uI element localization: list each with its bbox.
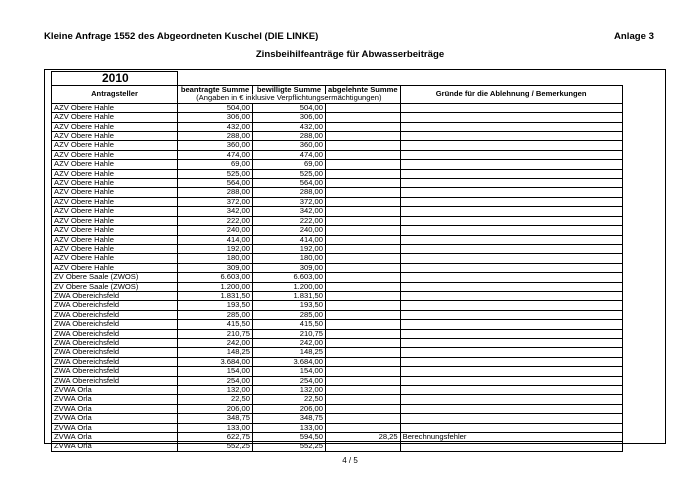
table-row	[52, 132, 623, 141]
cell-applicant: ZWA Obereichsfeld	[52, 338, 178, 347]
cell-reason	[400, 404, 622, 413]
cell-reason	[400, 160, 622, 169]
cell-applicant: ZWA Obereichsfeld	[52, 348, 178, 357]
table-row	[52, 310, 623, 319]
cell-requested-amount: 432,00	[178, 122, 253, 131]
cell-requested-amount: 348,75	[178, 414, 253, 423]
cell-reason	[400, 179, 622, 188]
table-row	[52, 395, 623, 404]
cell-rejected-amount	[326, 386, 401, 395]
cell-approved-amount: 69,00	[253, 160, 326, 169]
cell-approved-amount: 132,00	[253, 386, 326, 395]
cell-applicant: AZV Obere Hahle	[52, 197, 178, 206]
cell-reason	[400, 310, 622, 319]
table-row	[52, 376, 623, 385]
cell-requested-amount: 414,00	[178, 235, 253, 244]
cell-approved-amount: 564,00	[253, 179, 326, 188]
cell-rejected-amount	[326, 188, 401, 197]
cell-requested-amount: 309,00	[178, 263, 253, 272]
cell-applicant: ZWA Obereichsfeld	[52, 291, 178, 300]
cell-rejected-amount	[326, 160, 401, 169]
cell-rejected-amount	[326, 226, 401, 235]
data-table	[51, 71, 623, 452]
table-row	[52, 244, 623, 253]
cell-approved-amount: 192,00	[253, 244, 326, 253]
cell-approved-amount: 240,00	[253, 226, 326, 235]
table-row	[52, 141, 623, 150]
table-row	[52, 367, 623, 376]
cell-applicant: ZWA Obereichsfeld	[52, 320, 178, 329]
cell-approved-amount: 306,00	[253, 113, 326, 122]
cell-applicant: AZV Obere Hahle	[52, 226, 178, 235]
page-number: 4 / 5	[342, 456, 358, 465]
cell-reason	[400, 367, 622, 376]
table-row	[52, 282, 623, 291]
cell-applicant: ZWA Obereichsfeld	[52, 301, 178, 310]
cell-approved-amount: 6.603,00	[253, 273, 326, 282]
cell-approved-amount: 594,50	[253, 433, 326, 442]
cell-reason	[400, 386, 622, 395]
cell-approved-amount: 1.831,50	[253, 291, 326, 300]
cell-requested-amount: 564,00	[178, 179, 253, 188]
cell-requested-amount: 504,00	[178, 103, 253, 112]
cell-reason	[400, 263, 622, 272]
table-row	[52, 414, 623, 423]
cell-requested-amount: 306,00	[178, 113, 253, 122]
cell-applicant: ZWA Obereichsfeld	[52, 357, 178, 366]
table-row	[52, 273, 623, 282]
cell-applicant: AZV Obere Hahle	[52, 207, 178, 216]
cell-applicant: ZVWA Orla	[52, 386, 178, 395]
cell-applicant: ZVWA Orla	[52, 395, 178, 404]
column-header-reasons: Gründe für die Ablehnung / Bemerkungen	[400, 86, 622, 104]
cell-approved-amount: 288,00	[253, 188, 326, 197]
cell-approved-amount: 285,00	[253, 310, 326, 319]
cell-reason	[400, 423, 622, 432]
table-row	[52, 160, 623, 169]
cell-rejected-amount: 28,25	[326, 433, 401, 442]
table-row	[52, 103, 623, 112]
cell-applicant: AZV Obere Hahle	[52, 169, 178, 178]
cell-requested-amount: 254,00	[178, 376, 253, 385]
cell-applicant: ZVWA Orla	[52, 442, 178, 451]
cell-rejected-amount	[326, 338, 401, 347]
cell-approved-amount: 3.684,00	[253, 357, 326, 366]
cell-reason	[400, 141, 622, 150]
year-heading: 2010	[52, 72, 178, 86]
cell-requested-amount: 222,00	[178, 216, 253, 225]
column-header-rejected: abgelehnte Summe	[326, 86, 401, 95]
table-row	[52, 150, 623, 159]
table-row	[52, 320, 623, 329]
cell-rejected-amount	[326, 113, 401, 122]
cell-applicant: ZVWA Orla	[52, 433, 178, 442]
cell-rejected-amount	[326, 376, 401, 385]
cell-requested-amount: 154,00	[178, 367, 253, 376]
cell-reason	[400, 291, 622, 300]
table-row	[52, 263, 623, 272]
table-row	[52, 442, 623, 451]
cell-reason	[400, 338, 622, 347]
cell-applicant: ZVWA Orla	[52, 423, 178, 432]
page-title: Zinsbeihilfeanträge für Abwasserbeiträge	[255, 49, 445, 60]
cell-rejected-amount	[326, 179, 401, 188]
cell-approved-amount: 432,00	[253, 122, 326, 131]
table-row	[52, 254, 623, 263]
cell-rejected-amount	[326, 254, 401, 263]
table-row	[52, 235, 623, 244]
table-row	[52, 301, 623, 310]
cell-requested-amount: 206,00	[178, 404, 253, 413]
table-row	[52, 122, 623, 131]
cell-rejected-amount	[326, 367, 401, 376]
cell-rejected-amount	[326, 395, 401, 404]
cell-applicant: AZV Obere Hahle	[52, 179, 178, 188]
cell-rejected-amount	[326, 357, 401, 366]
cell-applicant: AZV Obere Hahle	[52, 244, 178, 253]
cell-approved-amount: 148,25	[253, 348, 326, 357]
cell-rejected-amount	[326, 423, 401, 432]
cell-approved-amount: 415,50	[253, 320, 326, 329]
cell-rejected-amount	[326, 414, 401, 423]
cell-reason	[400, 357, 622, 366]
cell-approved-amount: 210,75	[253, 329, 326, 338]
cell-applicant: AZV Obere Hahle	[52, 188, 178, 197]
column-header-approved: bewilligte Summe	[253, 86, 326, 95]
cell-reason	[400, 235, 622, 244]
cell-applicant: ZWA Obereichsfeld	[52, 367, 178, 376]
cell-applicant: ZWA Obereichsfeld	[52, 329, 178, 338]
cell-reason: Berechnungsfehler	[400, 433, 622, 442]
cell-requested-amount: 133,00	[178, 423, 253, 432]
cell-approved-amount: 552,25	[253, 442, 326, 451]
cell-reason	[400, 244, 622, 253]
cell-approved-amount: 1.200,00	[253, 282, 326, 291]
cell-requested-amount: 192,00	[178, 244, 253, 253]
cell-applicant: AZV Obere Hahle	[52, 254, 178, 263]
unit-note: (Angaben in € inklusive Verpflichtungsermächtigungen)	[178, 94, 401, 103]
table-row	[52, 113, 623, 122]
cell-requested-amount: 525,00	[178, 169, 253, 178]
cell-approved-amount: 154,00	[253, 367, 326, 376]
cell-reason	[400, 169, 622, 178]
cell-requested-amount: 148,25	[178, 348, 253, 357]
cell-requested-amount: 360,00	[178, 141, 253, 150]
cell-applicant: AZV Obere Hahle	[52, 216, 178, 225]
table-row	[52, 216, 623, 225]
cell-rejected-amount	[326, 348, 401, 357]
cell-reason	[400, 103, 622, 112]
cell-rejected-amount	[326, 320, 401, 329]
cell-approved-amount: 414,00	[253, 235, 326, 244]
cell-requested-amount: 474,00	[178, 150, 253, 159]
cell-requested-amount: 415,50	[178, 320, 253, 329]
cell-applicant: ZVWA Orla	[52, 414, 178, 423]
cell-reason	[400, 348, 622, 357]
cell-requested-amount: 22,50	[178, 395, 253, 404]
cell-rejected-amount	[326, 404, 401, 413]
cell-reason	[400, 301, 622, 310]
column-header-requested: beantragte Summe	[178, 86, 253, 95]
cell-requested-amount: 372,00	[178, 197, 253, 206]
cell-approved-amount: 193,50	[253, 301, 326, 310]
cell-applicant: AZV Obere Hahle	[52, 103, 178, 112]
cell-applicant: AZV Obere Hahle	[52, 132, 178, 141]
cell-approved-amount: 288,00	[253, 132, 326, 141]
cell-requested-amount: 240,00	[178, 226, 253, 235]
cell-approved-amount: 360,00	[253, 141, 326, 150]
cell-rejected-amount	[326, 301, 401, 310]
cell-rejected-amount	[326, 291, 401, 300]
cell-requested-amount: 288,00	[178, 188, 253, 197]
cell-approved-amount: 504,00	[253, 103, 326, 112]
cell-requested-amount: 552,25	[178, 442, 253, 451]
table-row	[52, 207, 623, 216]
cell-reason	[400, 207, 622, 216]
cell-rejected-amount	[326, 150, 401, 159]
table-row	[52, 386, 623, 395]
table-row	[52, 433, 623, 442]
cell-rejected-amount	[326, 216, 401, 225]
cell-approved-amount: 372,00	[253, 197, 326, 206]
table-row	[52, 348, 623, 357]
cell-requested-amount: 1.831,50	[178, 291, 253, 300]
table-row	[52, 179, 623, 188]
cell-rejected-amount	[326, 273, 401, 282]
cell-approved-amount: 348,75	[253, 414, 326, 423]
cell-applicant: AZV Obere Hahle	[52, 113, 178, 122]
cell-approved-amount: 133,00	[253, 423, 326, 432]
cell-reason	[400, 282, 622, 291]
cell-reason	[400, 414, 622, 423]
cell-reason	[400, 188, 622, 197]
cell-applicant: ZWA Obereichsfeld	[52, 310, 178, 319]
table-row	[52, 338, 623, 347]
cell-rejected-amount	[326, 310, 401, 319]
cell-applicant: ZV Obere Saale (ZWOS)	[52, 282, 178, 291]
cell-rejected-amount	[326, 122, 401, 131]
cell-reason	[400, 442, 622, 451]
cell-requested-amount: 6.603,00	[178, 273, 253, 282]
cell-requested-amount: 193,50	[178, 301, 253, 310]
cell-rejected-amount	[326, 207, 401, 216]
cell-reason	[400, 376, 622, 385]
cell-requested-amount: 1.200,00	[178, 282, 253, 291]
cell-approved-amount: 525,00	[253, 169, 326, 178]
cell-rejected-amount	[326, 132, 401, 141]
cell-reason	[400, 329, 622, 338]
table-row	[52, 329, 623, 338]
cell-rejected-amount	[326, 235, 401, 244]
table-row	[52, 291, 623, 300]
column-header-name: Antragsteller	[52, 86, 178, 104]
cell-reason	[400, 320, 622, 329]
cell-applicant: AZV Obere Hahle	[52, 160, 178, 169]
cell-rejected-amount	[326, 442, 401, 451]
attachment-label: Anlage 3	[614, 31, 654, 42]
cell-approved-amount: 474,00	[253, 150, 326, 159]
cell-requested-amount: 242,00	[178, 338, 253, 347]
cell-reason	[400, 132, 622, 141]
cell-applicant: AZV Obere Hahle	[52, 122, 178, 131]
cell-applicant: AZV Obere Hahle	[52, 150, 178, 159]
cell-reason	[400, 113, 622, 122]
cell-applicant: ZWA Obereichsfeld	[52, 376, 178, 385]
cell-applicant: ZV Obere Saale (ZWOS)	[52, 273, 178, 282]
cell-reason	[400, 273, 622, 282]
cell-requested-amount: 342,00	[178, 207, 253, 216]
cell-rejected-amount	[326, 103, 401, 112]
table-row	[52, 357, 623, 366]
cell-requested-amount: 285,00	[178, 310, 253, 319]
table-row	[52, 404, 623, 413]
cell-reason	[400, 254, 622, 263]
cell-approved-amount: 180,00	[253, 254, 326, 263]
cell-rejected-amount	[326, 197, 401, 206]
table-row	[52, 226, 623, 235]
cell-applicant: AZV Obere Hahle	[52, 235, 178, 244]
cell-rejected-amount	[326, 169, 401, 178]
cell-reason	[400, 150, 622, 159]
table-row	[52, 423, 623, 432]
cell-approved-amount: 222,00	[253, 216, 326, 225]
cell-requested-amount: 622,75	[178, 433, 253, 442]
cell-rejected-amount	[326, 263, 401, 272]
document-header-title: Kleine Anfrage 1552 des Abgeordneten Kuschel (DIE LINKE)	[44, 31, 319, 42]
cell-rejected-amount	[326, 141, 401, 150]
cell-rejected-amount	[326, 329, 401, 338]
cell-requested-amount: 3.684,00	[178, 357, 253, 366]
cell-approved-amount: 254,00	[253, 376, 326, 385]
cell-reason	[400, 395, 622, 404]
cell-approved-amount: 22,50	[253, 395, 326, 404]
cell-rejected-amount	[326, 244, 401, 253]
cell-approved-amount: 342,00	[253, 207, 326, 216]
cell-requested-amount: 180,00	[178, 254, 253, 263]
cell-requested-amount: 69,00	[178, 160, 253, 169]
cell-requested-amount: 288,00	[178, 132, 253, 141]
cell-applicant: AZV Obere Hahle	[52, 141, 178, 150]
cell-approved-amount: 309,00	[253, 263, 326, 272]
cell-applicant: ZVWA Orla	[52, 404, 178, 413]
cell-approved-amount: 206,00	[253, 404, 326, 413]
cell-approved-amount: 242,00	[253, 338, 326, 347]
cell-rejected-amount	[326, 282, 401, 291]
cell-reason	[400, 216, 622, 225]
cell-requested-amount: 210,75	[178, 329, 253, 338]
cell-requested-amount: 132,00	[178, 386, 253, 395]
cell-applicant: AZV Obere Hahle	[52, 263, 178, 272]
cell-reason	[400, 122, 622, 131]
table-row	[52, 188, 623, 197]
table-row	[52, 197, 623, 206]
table-row	[52, 169, 623, 178]
cell-reason	[400, 197, 622, 206]
cell-reason	[400, 226, 622, 235]
